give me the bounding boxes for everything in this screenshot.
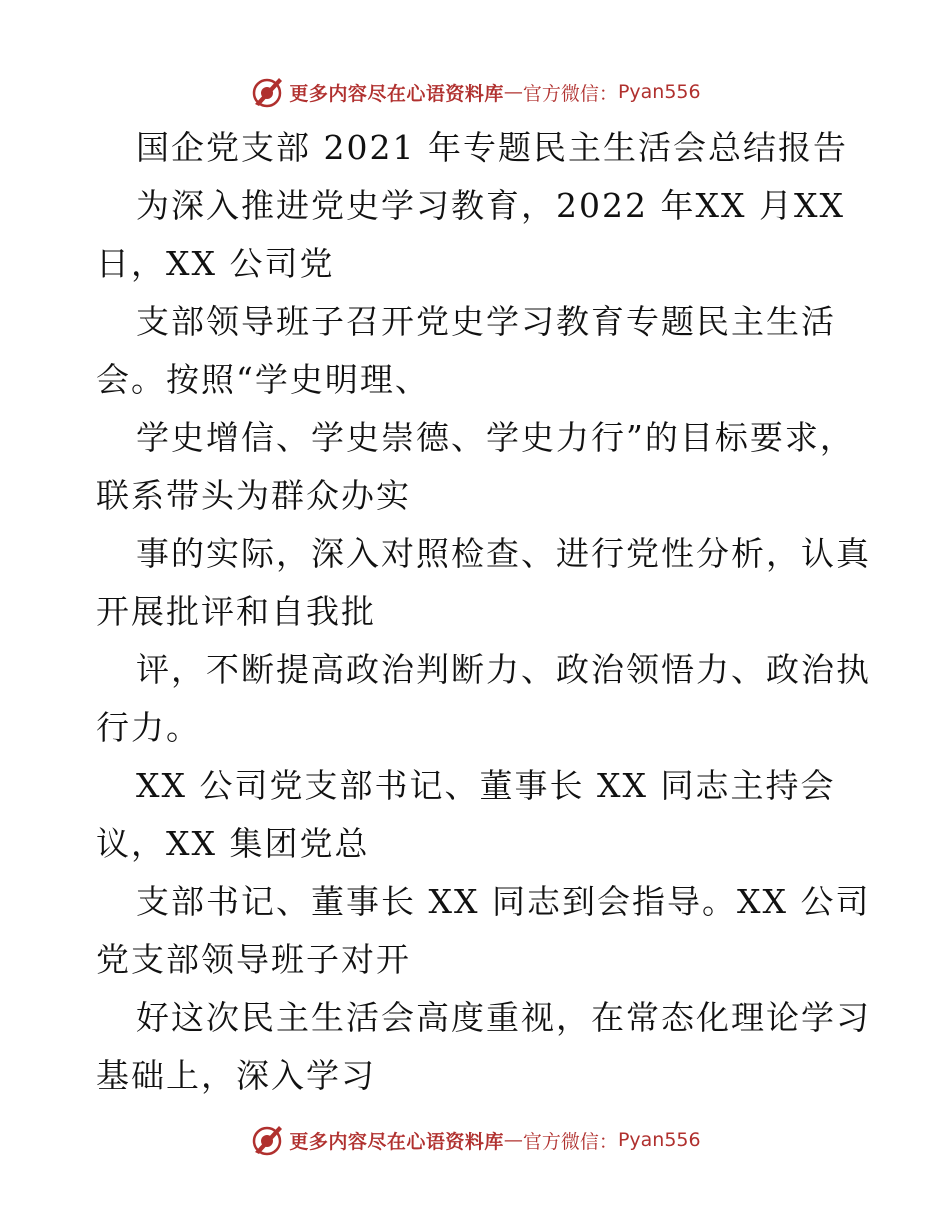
text-line: 开展批评和自我批 xyxy=(96,592,376,631)
watermark-wechat-id: Pyan556 xyxy=(617,81,701,103)
text-line: 行力。 xyxy=(96,708,201,747)
watermark-wechat-label: 官方微信： xyxy=(522,1130,618,1153)
text-line: 会。按照“学史明理、 xyxy=(96,360,430,399)
watermark-separator: — xyxy=(503,1129,523,1151)
text-line: 事的实际，深入对照检查、进行党性分析，认真 xyxy=(136,534,871,573)
quill-logo-icon xyxy=(249,1122,285,1158)
watermark-main-text: 更多内容尽在心语资料库 xyxy=(289,1130,504,1153)
quill-logo-icon xyxy=(249,74,285,110)
text-line: 联系带头为群众办实 xyxy=(96,476,411,515)
text-line: 党支部领导班子对开 xyxy=(96,940,411,979)
text-line: 支部书记、董事长 XX 同志到会指导。XX 公司 xyxy=(136,882,871,921)
text-line: 学史增信、学史崇德、学史力行”的目标要求， xyxy=(136,418,855,457)
header-watermark xyxy=(0,72,950,112)
text-line: 基础上，深入学习 xyxy=(96,1056,376,1095)
text-line: 评，不断提高政治判断力、政治领悟力、政治执 xyxy=(136,650,871,689)
watermark-wechat-id: Pyan556 xyxy=(617,1129,701,1151)
watermark-separator: — xyxy=(503,81,523,103)
text-line: 为深入推进党史学习教育，2022 年XX 月XX xyxy=(136,186,845,225)
text-line: 好这次民主生活会高度重视，在常态化理论学习 xyxy=(136,998,871,1037)
footer-watermark xyxy=(0,1120,950,1160)
text-line: XX 公司党支部书记、董事长 XX 同志主持会 xyxy=(136,766,836,805)
watermark-main-text: 更多内容尽在心语资料库 xyxy=(289,82,504,105)
watermark-wechat-label: 官方微信： xyxy=(522,82,618,105)
text-line: 议，XX 集团党总 xyxy=(96,824,370,863)
text-line: 支部领导班子召开党史学习教育专题民主生活 xyxy=(136,302,836,341)
text-line: 日，XX 公司党 xyxy=(96,244,335,283)
document-title: 国企党支部 2021 年专题民主生活会总结报告 xyxy=(136,128,848,167)
